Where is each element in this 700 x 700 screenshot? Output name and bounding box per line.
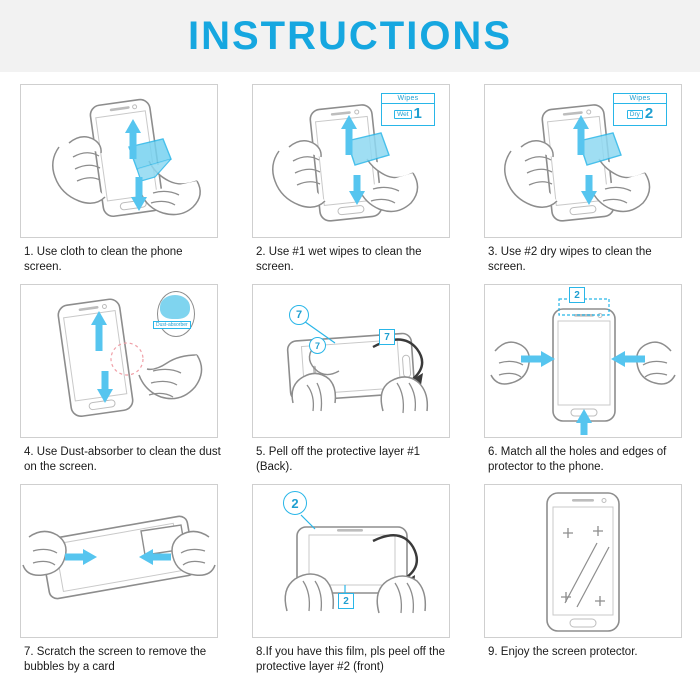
step-9 [466,476,698,688]
step-8-marker-1: 2 [283,491,307,515]
step-3-caption: 3. Use #2 dry wipes to clean the screen. [488,246,652,273]
wipes-box-number: 1 [413,105,422,122]
wet-wipes-box [381,93,435,126]
wipes-box-tag: Dry [627,110,643,119]
step-5-caption: 5. Pell off the protective layer #1 (Back). [256,446,421,473]
step-9-drawing [485,485,681,637]
step-9-caption: 9. Enjoy the screen protector. [488,646,638,658]
step-5-marker-2: 7 [309,337,326,354]
step-2-illustration [252,84,450,238]
step-3-illustration [484,84,682,238]
step-2 [234,76,466,276]
page-title: INSTRUCTIONS [188,13,512,58]
step-5-marker-1: 7 [289,305,309,325]
step-8-illustration [252,484,450,638]
wipes-box-tag: Wet [394,110,411,119]
step-3 [466,76,698,276]
step-8 [234,476,466,688]
step-5 [234,276,466,476]
step-6-caption: 6. Match all the holes and edges of protector to the phone. [488,446,667,473]
step-8-marker-2: 2 [338,593,354,609]
step-4 [2,276,234,476]
step-2-caption: 2. Use #1 wet wipes to clean the screen. [256,246,422,273]
step-7-drawing [21,485,217,637]
step-7 [2,476,234,688]
step-5-illustration [252,284,450,438]
step-8-caption: 8.If you have this film, pls peel off the protective layer #2 (front) [256,646,446,673]
step-1-drawing [21,85,217,237]
step-9-illustration [484,484,682,638]
dust-absorber-sticker-top [160,295,190,319]
step-6-illustration [484,284,682,438]
step-1-illustration [20,84,218,238]
step-4-caption: 4. Use Dust-absorber to clean the dust on the screen. [24,446,221,473]
step-4-illustration [20,284,218,438]
wipes-box-top-label: Wipes [614,94,666,104]
step-6 [466,276,698,476]
step-6-drawing [485,285,681,437]
step-5-marker-3: 7 [379,329,395,345]
step-7-illustration [20,484,218,638]
dust-absorber-label: Dust-absorber [153,321,191,329]
step-1 [2,76,234,276]
page-header [0,0,700,72]
step-7-caption: 7. Scratch the screen to remove the bubbles by a card [24,646,207,673]
wipes-box-number: 2 [644,105,654,122]
step-8-drawing [253,485,449,637]
steps-grid [0,72,700,688]
step-5-drawing [253,285,449,437]
step-6-marker-1: 2 [569,287,585,303]
dry-wipes-box [613,93,667,126]
wipes-box-top-label: Wipes [382,94,434,104]
step-1-caption: 1. Use cloth to clean the phone screen. [24,246,183,273]
